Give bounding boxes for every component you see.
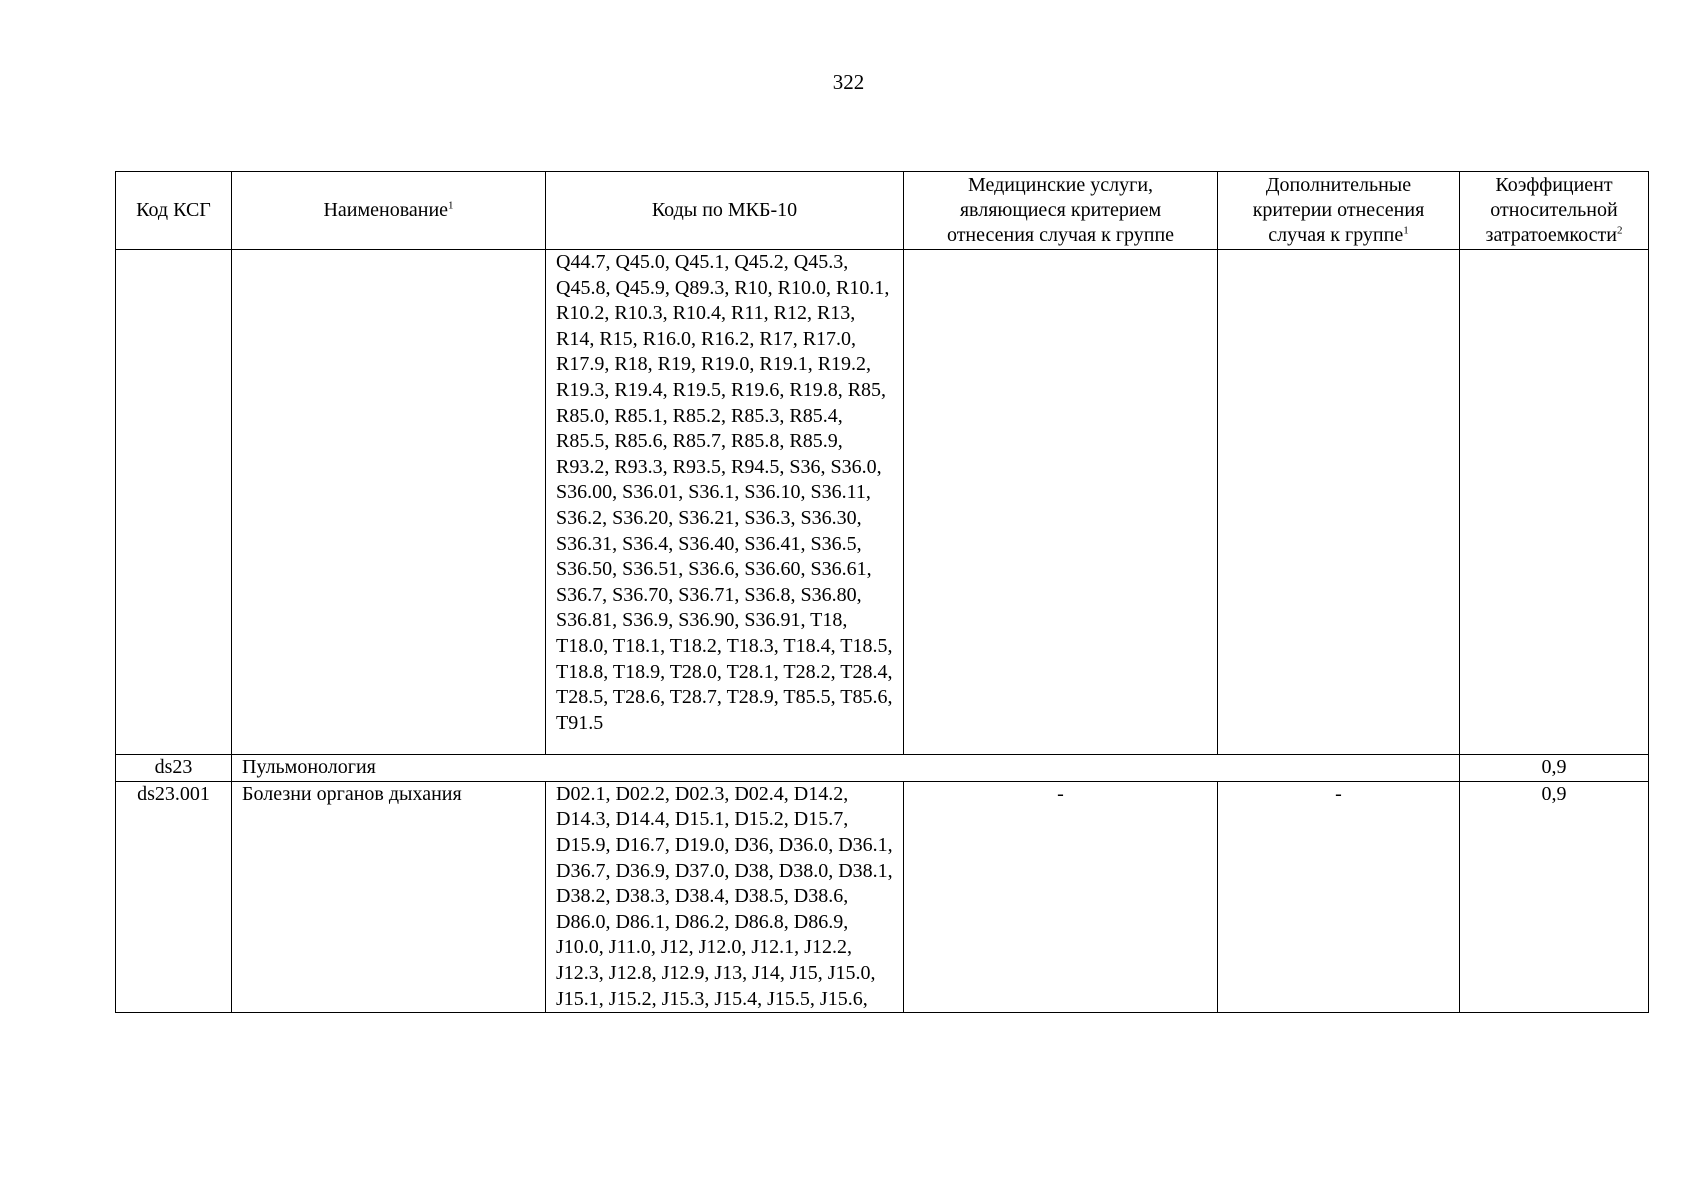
header-services: Медицинские услуги, являющиеся критерием отнесения случая к группе xyxy=(904,172,1218,250)
cell-name xyxy=(232,250,546,755)
header-coefficient: Коэффициент относительной затратоемкости$^2$ xyxy=(1460,172,1649,250)
cell-coefficient: 0,9 xyxy=(1460,755,1649,782)
header-code: Код КСГ xyxy=(116,172,232,250)
cell-mkb-codes: Q44.7, Q45.0, Q45.1, Q45.2, Q45.3, Q45.8, Q45.9, Q89.3, R10, R10.0, R10.1, R10.2, R10.3, R10.4, R11, R12, R13, R14, R15, R16.0, R16.2, R17, R17.0, R17.9, R18, R19, R19.0, R19.1, R19.2, R19.3, R19.4, R19.5, R19.6, R19.8, R85, R85.0, R85.1, R85.2, R85.3, R85.4, R85.5, R85.6, R85.7, R85.8, R85.9, R93.2, R93.3, R93.5, R94.5, S36, S36.0, S36.00, S36.01, S36.1, S36.10, S36.11, S36.2, S36.20, S36.21, S36.3, S36.30, S36.31, S36.4, S36.40, S36.41, S36.5, S36.50, S36.51, S36.6, S36.60, S36.61, S36.7, S36.70, S36.71, S36.8, S36.80, S36.81, S36.9, S36.90, S36.91, T18, T18.0, T18.1, T18.2, T18.3, T18.4, T18.5, T18.8, T18.9, T28.0, T28.1, T28.2, T28.4, T28.5, T28.6, T28.7, T28.9, T85.5, T85.6, T91.5 xyxy=(546,250,904,755)
cell-code: ds23.001 xyxy=(116,781,232,1012)
cell-services: - xyxy=(904,781,1218,1012)
cell-code: ds23 xyxy=(116,755,232,782)
cell-name: Болезни органов дыхания xyxy=(232,781,546,1012)
header-mkb: Коды по МКБ-10 xyxy=(546,172,904,250)
page-number: 322 xyxy=(832,70,865,94)
header-extra-criteria: Дополнительные критерии отнесения случая к группе$^1$ xyxy=(1218,172,1460,250)
cell-code xyxy=(116,250,232,755)
header-name: Наименование$^1$ xyxy=(232,172,546,250)
cell-extra-criteria: - xyxy=(1218,781,1460,1012)
table-row xyxy=(116,781,1649,1012)
cell-coefficient xyxy=(1460,250,1649,755)
table-header-row xyxy=(116,172,1649,250)
cell-coefficient: 0,9 xyxy=(1460,781,1649,1012)
cell-extra-criteria xyxy=(1218,250,1460,755)
cell-section-name: Пульмонология xyxy=(232,755,1460,782)
ksg-table xyxy=(115,171,1649,1013)
cell-services xyxy=(904,250,1218,755)
section-row xyxy=(116,755,1649,782)
cell-mkb-codes: D02.1, D02.2, D02.3, D02.4, D14.2, D14.3, D14.4, D15.1, D15.2, D15.7, D15.9, D16.7, D19.0, D36, D36.0, D36.1, D36.7, D36.9, D37.0, D38, D38.0, D38.1, D38.2, D38.3, D38.4, D38.5, D38.6, D86.0, D86.1, D86.2, D86.8, D86.9, J10.0, J11.0, J12, J12.0, J12.1, J12.2, J12.3, J12.8, J12.9, J13, J14, J15, J15.0, J15.1, J15.2, J15.3, J15.4, J15.5, J15.6, xyxy=(546,781,904,1012)
table-row xyxy=(116,250,1649,755)
